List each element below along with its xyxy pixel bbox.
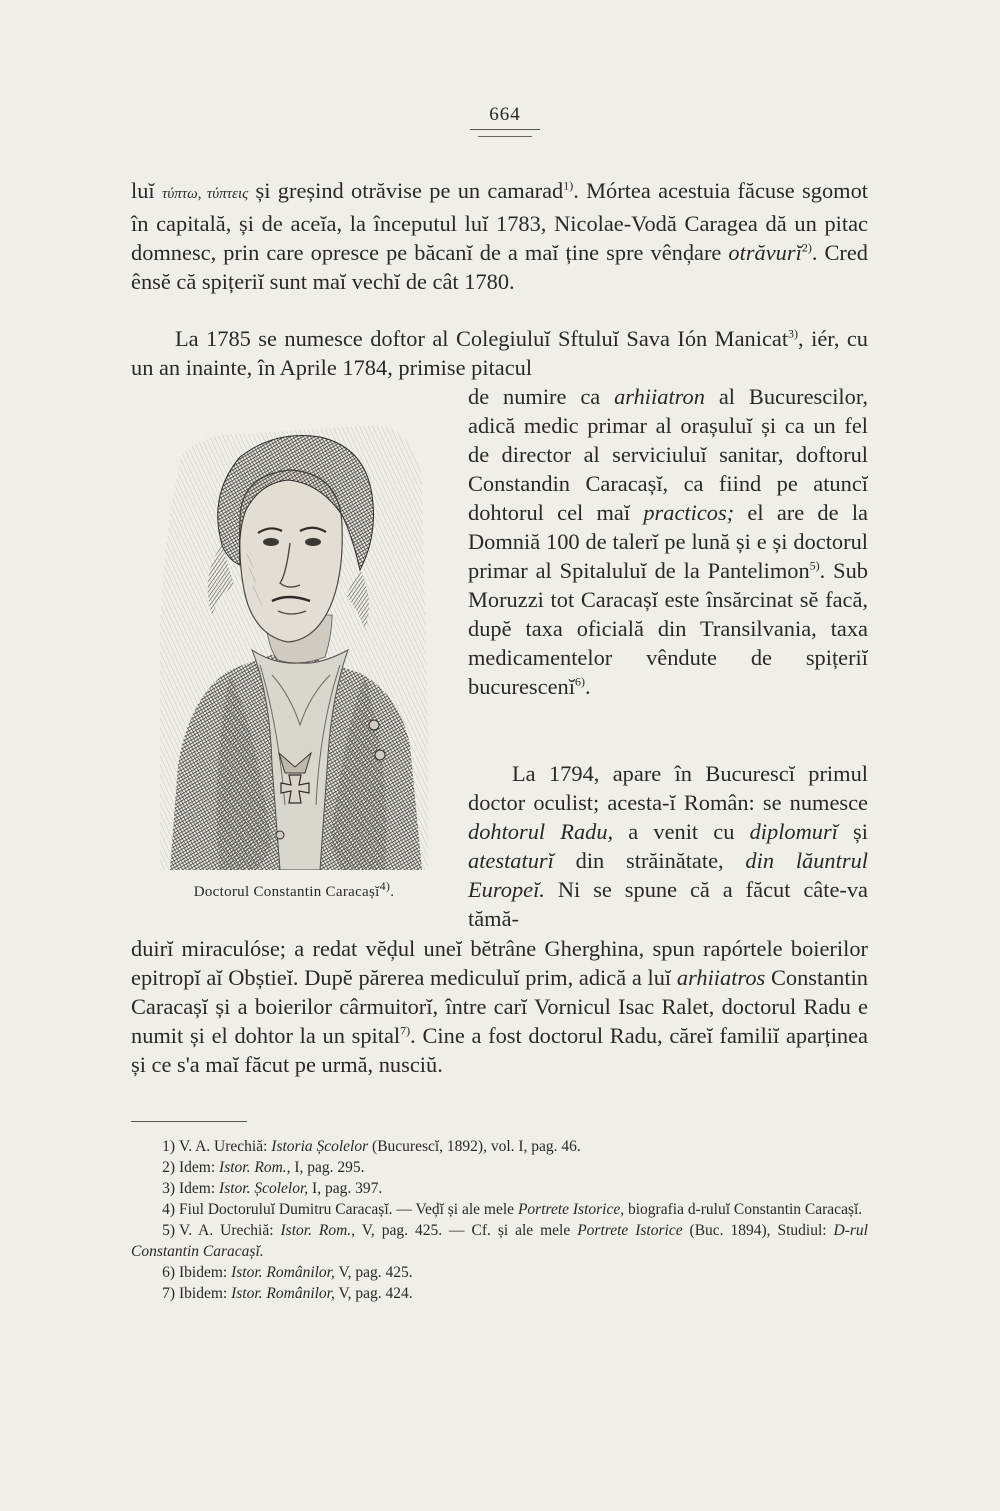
caption-text: Doctorul Constantin Caracașĭ xyxy=(193,884,380,900)
text-run: Ni se spune că a făcut câte-va tămă- xyxy=(468,877,868,931)
text-run: . Mórtea acestuia făcuse sgomot în capitală, și de aceĭa, la începutul luĭ 1783, Nicolae-Vodă Caragea dă un pitac domnesc, prin care opresce pe băcanĭ de a maĭ ține spre vênḑare xyxy=(131,178,868,265)
wrapped-paragraph-2 xyxy=(468,759,868,933)
footnote-2: 2) Idem: Istor. Rom., I, pag. 295. xyxy=(162,1159,365,1176)
italic-text: otrăvurĭ xyxy=(728,240,802,265)
portrait-engraving xyxy=(160,425,428,870)
greek-text: τύπτω, τύπτεις xyxy=(161,186,249,202)
text-run: și greșind otrăvise pe un camarad xyxy=(248,178,564,203)
text-run: duirĭ miraculóse; a redat vĕḑul uneĭ bĕtrâne Gherghina, spun rapórtele boierilor epitropĭ aĭ Obștieĭ. Dupĕ părerea mediculuĭ prim, adică a luĭ xyxy=(131,936,868,990)
paragraph-2 xyxy=(131,324,868,382)
italic-text: practicos; xyxy=(643,500,735,525)
text-run: , iér, cu un an inainte, în Aprile 1784, primise pitacul xyxy=(131,326,869,380)
footnotes xyxy=(131,1136,868,1304)
text-run: . xyxy=(584,674,591,699)
footnote-5: 5) V. A. Urechiă: Istor. Rom., V, pag. 425. — Cf. și ale mele Portrete Istorice (Buc. 1894), Studiul: D-rul Constantin Caracașĭ. xyxy=(131,1222,868,1260)
footnote-6: 6) Ibidem: Istor. Românilor, V, pag. 425. xyxy=(162,1264,413,1281)
paragraph-3 xyxy=(131,934,868,1079)
italic-text: arhiiatron xyxy=(614,384,705,409)
text-run: . Cine a fost doctorul Radu, căreĭ familiĭ aparținea și ce s'a maĭ făcut pe urmă, nusciŭ. xyxy=(131,1023,868,1077)
footnote-ref: 1) xyxy=(563,178,574,193)
italic-text: dohtorul Radu, xyxy=(468,819,614,844)
text-run: . Sub Moruzzi tot Caracașĭ este însărcinat sĕ facă, dupĕ taxa oficială din Transilvania, taxa medicamentelor vêndute de spițeriĭ bucurescenĭ xyxy=(468,558,868,699)
footnote-3: 3) Idem: Istor. Școlelor, I, pag. 397. xyxy=(162,1180,383,1197)
footnote-1: 1) V. A. Urechiă: Istoria Școlelor (Bucurescĭ, 1892), vol. I, pag. 46. xyxy=(162,1138,581,1155)
text-run: de numire ca xyxy=(468,384,615,409)
text-run: el are de la Domniă 100 de talerĭ pe lună și e și doctorul primar al Spitaluluĭ de la Pantelimon xyxy=(468,500,868,583)
footnote-separator xyxy=(131,1121,247,1122)
text-run: La 1785 se numesce doftor al Colegiuluĭ Sftuluĭ Sava Ión Manicat xyxy=(175,326,789,351)
paragraph-1 xyxy=(131,176,868,296)
text-run: La 1794, apare în Bucurescĭ primul doctor oculist; acesta-ĭ Român: se numesce xyxy=(468,761,868,815)
text-run: din străinătate, xyxy=(553,848,746,873)
italic-text: diplomurĭ xyxy=(749,819,838,844)
italic-text: atestaturĭ xyxy=(468,848,554,873)
footnote-ref: 2) xyxy=(801,240,812,255)
page-number: 664 xyxy=(470,104,540,130)
text-run: a venit cu xyxy=(613,819,750,844)
text-run: luĭ xyxy=(131,178,162,203)
text-run: . Cred ênsĕ că spițeriĭ sunt maĭ vechĭ de cât 1780. xyxy=(131,240,868,294)
footnote-ref: 7) xyxy=(400,1023,411,1038)
text-run: . xyxy=(390,884,395,900)
footnote-ref: 4) xyxy=(379,879,391,893)
footnote-ref: 3) xyxy=(788,326,799,341)
italic-text: arhiiatros xyxy=(676,965,766,990)
italic-text: din lăuntrul Europeĭ. xyxy=(468,848,868,902)
wrapped-paragraph-1 xyxy=(468,382,868,701)
text-run: și xyxy=(837,819,868,844)
footnote-7: 7) Ibidem: Istor. Românilor, V, pag. 424. xyxy=(162,1285,413,1302)
page-number-rule xyxy=(478,136,532,137)
footnote-4: 4) Fiul Doctoruluĭ Dumitru Caracașĭ. — Veḑĭ și ale mele Portrete Istorice, biografia d-ruluĭ Constantin Caracașĭ. xyxy=(162,1201,863,1218)
footnote-ref: 6) xyxy=(574,674,585,689)
eye-right xyxy=(305,538,321,546)
eye-left xyxy=(263,538,279,546)
text-run: Constantin Caracașĭ și a boierilor cârmuitorĭ, între carĭ Vornicul Isac Ralet, doctorul Radu e numit și el dohtor la un spital xyxy=(131,965,868,1048)
text-run: al Bucurescilor, adică medic primar al orașuluĭ și ca un fel de director al serviciuluĭ sanitar, doftorul Constandin Caracașĭ, ca fiind pe atuncĭ dohtorul cel maĭ xyxy=(468,384,868,525)
footnote-ref: 5) xyxy=(809,558,820,573)
portrait-caption xyxy=(160,879,428,901)
